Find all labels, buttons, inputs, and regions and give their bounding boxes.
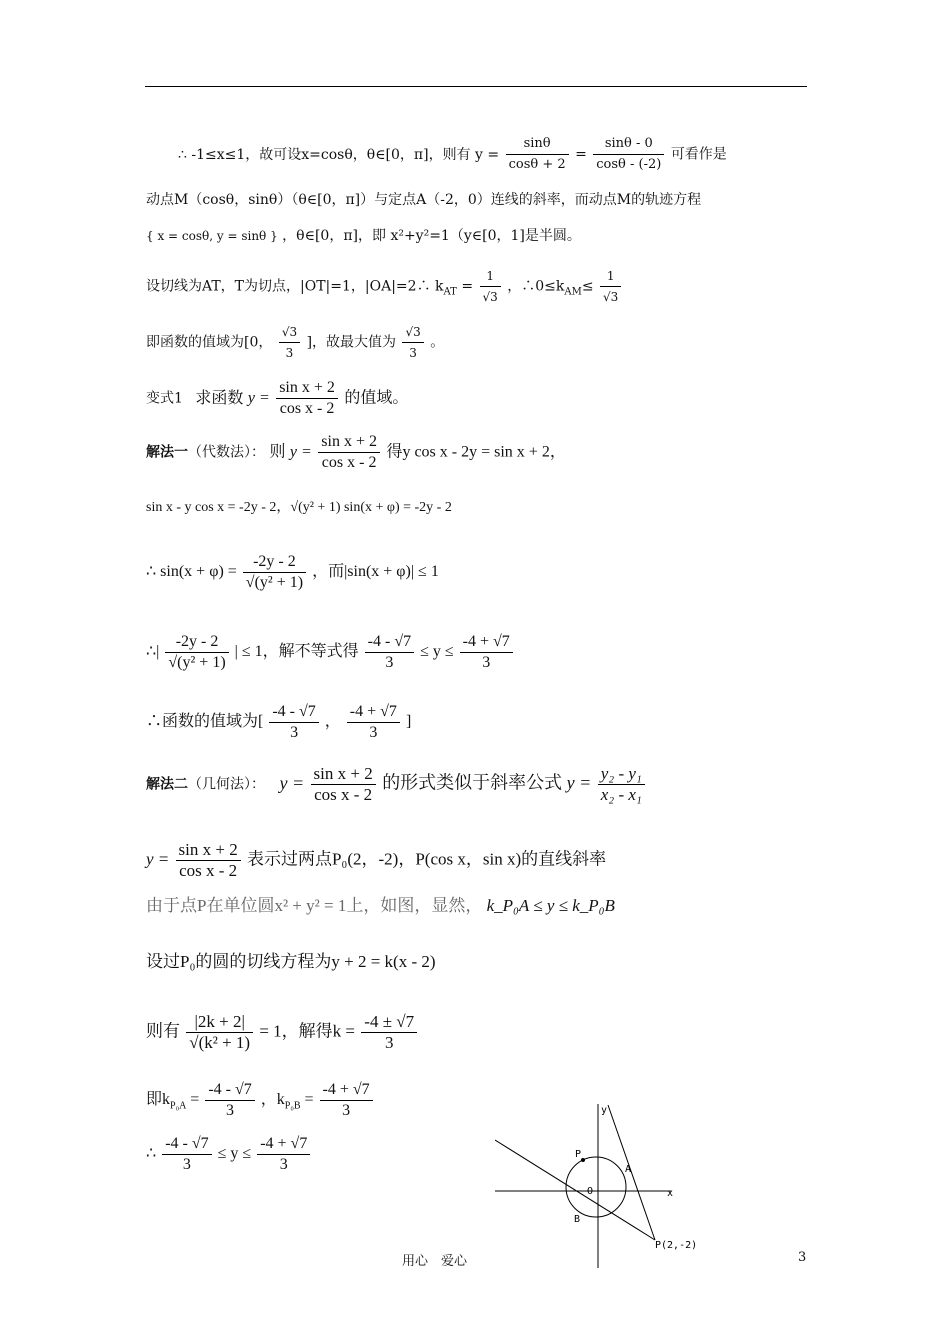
page-number: 3 [798, 1250, 807, 1265]
fraction: $\frac{\sin\theta - 0}{\cos\theta - (-2)}$ [593, 134, 664, 175]
label-y: y [601, 1105, 608, 1116]
label-x: x [667, 1188, 674, 1199]
label-b: B [574, 1214, 581, 1225]
solution-2-line-6: 即$k_{P_0A}$ = $\frac{-4 - √7}{3}$ ，$k_{P_0B}$ = $\frac{-4 + √7}{3}$ [146, 1080, 375, 1121]
line-1: ∴ -1≤x≤1，故可设x=cosθ，θ∈[0，π]，则有 y = $\frac{\sin\theta}{\cos\theta + 2}$ = $\frac{\sin\theta - 0}{\cos\theta - (-2)}$ 可看作是 [146, 134, 727, 175]
line-2: 动点M（cosθ，sinθ）（θ∈[0，π]）与定点A（-2，0）连线的斜率，而动点M的轨迹方程 [146, 192, 702, 208]
fraction: $\frac{\sin\theta}{\cos\theta + 2}$ [506, 134, 569, 175]
equation-system: { x = cosθ, y = sinθ } [146, 229, 278, 243]
unit-circle [566, 1157, 626, 1217]
solution-2-line-5: 则有 $\frac{|2k + 2|}{\text{√(k² + 1)}}$ = 1，解得k = $\frac{-4 \pm √7}{3}$ [146, 1012, 419, 1053]
solution-1-heading: 解法一（代数法）： 则 y = $\frac{\text{sin x + 2}}{\text{cos x - 2}}$ 得y cos x - 2y = sin x + 2， [146, 433, 566, 471]
solution-2-heading: 解法二（几何法）： y = $\frac{\text{sin x + 2}}{\text{cos x - 2}}$ 的形式类似于斜率公式 y = $\frac{\text{y₂ - y₁}}{\text{x₂ - x₁}}$ [146, 764, 647, 805]
unit-circle-figure [495, 1100, 725, 1272]
line-4: 设切线为AT，T为切点，|OT|=1，|OA|=2∴ $k_{AT}$ = $\frac{1}{√3}$ ，$\therefore 0\le k_{AM}\le$ $\frac{1}{√3}$ [146, 266, 623, 307]
label-a: A [625, 1164, 632, 1175]
tangent-line-a [608, 1105, 655, 1240]
solution-2-line-3: 由于点P在单位圆x² + y² = 1上，如图，显然， k_P₀A ≤ y ≤ k_P₀B [146, 896, 615, 915]
solution-1-line-2: sin x - y cos x = -2y - 2，√(y² + 1) sin(x + φ) = -2y - 2 [146, 500, 452, 515]
solution-2-line-7: ∴ $\frac{-4 - √7}{3}$ ≤ y ≤ $\frac{-4 + √7}{3}$ [146, 1134, 312, 1175]
label-o: O [587, 1186, 594, 1197]
label-p0: P(2,-2) [655, 1240, 698, 1251]
point-p [581, 1158, 585, 1162]
footer-text: 用心 爱心 [402, 1254, 468, 1269]
solution-2-line-4: 设过P₀的圆的切线方程为y + 2 = k(x - 2) [146, 952, 436, 971]
solution-1-line-4: ∴| $\frac{-2y - 2}{\text{√(y² + 1)}}$ | ≤ 1，解不等式得 $\frac{-4 - √7}{3}$ ≤ y ≤ $\frac{-4 + √7}{3}$ [146, 632, 515, 673]
solution-1-line-3: ∴ sin(x + φ) = $\frac{-2y - 2}{\text{√(y² + 1)}}$ ，而|sin(x + φ)| ≤ 1 [146, 553, 439, 591]
header-rule [145, 86, 807, 87]
solution-2-line-2: y = $\frac{\text{sin x + 2}}{\text{cos x - 2}}$ 表示过两点P₀(2，-2)，P(cos x，sin x)的直线斜率 [146, 840, 607, 880]
line-3: { x = cosθ, y = sinθ } ，θ∈[0，π]，即 x²+y²=1（y∈[0，1]是半圆。 [146, 228, 581, 244]
line-5: 即函数的值域为[0， $\frac{√3}{3}$ ]，故最大值为 $\frac{√3}{3}$ 。 [146, 322, 444, 363]
label-p: P [575, 1149, 582, 1160]
solution-1-line-5: ∴函数的值域为[ $\frac{-4 - √7}{3}$ ， $\frac{-4 + √7}{3}$ ] [146, 703, 412, 741]
variant-1-heading: 变式1 求函数 y = $\frac{\text{sin x + 2}}{\text{cos x - 2}}$ 的值域。 [146, 379, 409, 417]
